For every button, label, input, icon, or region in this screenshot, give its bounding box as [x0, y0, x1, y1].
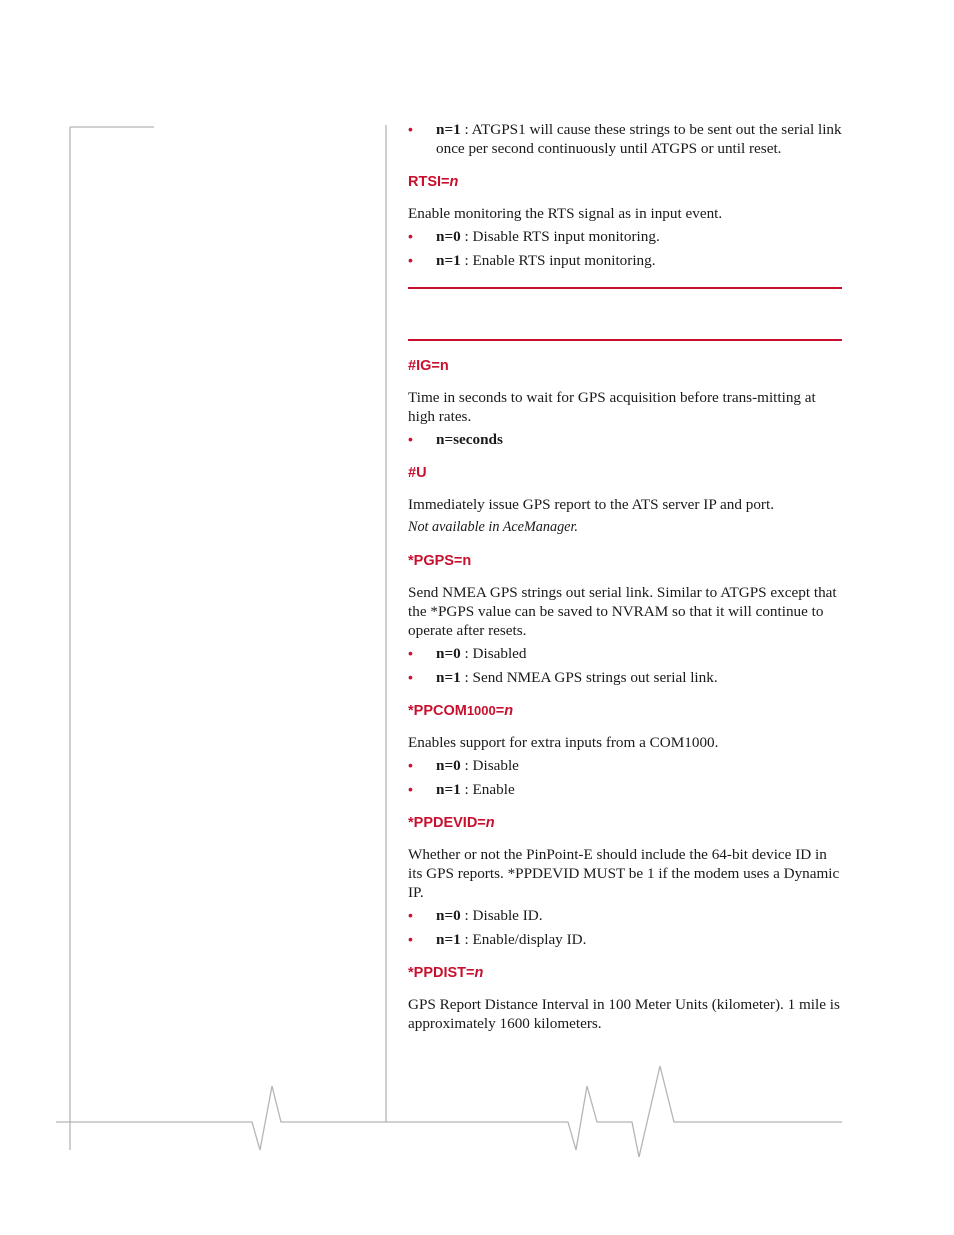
list-item: [408, 930, 842, 949]
bullet-key: n=1: [436, 252, 461, 269]
bullet-text: : Enable: [460, 781, 515, 798]
list-item: [408, 251, 842, 270]
list-item: [408, 120, 842, 158]
bullet-icon: •: [408, 669, 413, 685]
bullet-key: n=1: [436, 931, 461, 948]
command-heading: [408, 814, 842, 832]
list-item: [408, 430, 842, 449]
heading-suffix: n: [485, 815, 495, 831]
heading-prefix: RTSI=: [408, 174, 450, 190]
list-item: [408, 756, 842, 775]
list-item: [408, 780, 842, 799]
heading-suffix: n: [474, 965, 484, 981]
command-heading: [408, 552, 842, 570]
sections-after-rule: [408, 357, 842, 1033]
description-text: Send NMEA GPS strings out serial link. Similar to ATGPS except that the *PGPS value can be saved to NVRAM so that it will continue to operate after resets.: [408, 584, 837, 639]
sections-before-rule: [408, 173, 842, 270]
bullet-icon: •: [408, 781, 413, 797]
bullet-text: : Enable/display ID.: [460, 931, 587, 948]
command-heading: [408, 464, 842, 482]
heading-prefix: *PPDEVID=: [408, 815, 486, 831]
description-text: Time in seconds to wait for GPS acquisition before trans-mitting at high rates.: [408, 389, 816, 425]
heading-small: 1000: [466, 703, 496, 718]
divider-bottom-rule: [408, 339, 842, 341]
footer-wave-line: [56, 1066, 842, 1157]
description-text: Enable monitoring the RTS signal as in input event.: [408, 205, 723, 222]
bullet-icon: •: [408, 228, 413, 244]
divider-top-rule: [408, 287, 842, 289]
heading-suffix: n: [504, 703, 514, 719]
bullet-icon: •: [408, 121, 413, 137]
heading-prefix: *PPCOM: [408, 703, 467, 719]
heading-mid: =: [495, 703, 505, 719]
bullet-icon: •: [408, 931, 413, 947]
note-text: Not available in AceManager.: [408, 519, 578, 535]
list-item: [408, 906, 842, 925]
heading-prefix: *PGPS=n: [408, 553, 472, 569]
list-item: [408, 227, 842, 246]
section-divider: [408, 287, 842, 341]
command-heading: [408, 702, 842, 720]
bullet-text: : Send NMEA GPS strings out serial link.: [460, 669, 718, 686]
bullet-text: : Disabled: [460, 645, 527, 662]
description-text: Immediately issue GPS report to the ATS server IP and port.: [408, 496, 774, 513]
bullet-key: n=0: [436, 645, 461, 662]
bullet-text: : Disable ID.: [460, 907, 543, 924]
description-text: Enables support for extra inputs from a COM1000.: [408, 734, 719, 751]
bullet-icon: •: [408, 645, 413, 661]
bullet-key: n=1: [436, 669, 461, 686]
bullet-key: n=seconds: [436, 431, 503, 448]
bullet-text: : Disable RTS input monitoring.: [460, 228, 660, 245]
bullet-key: n=0: [436, 907, 461, 924]
list-item: [408, 668, 842, 687]
command-heading: [408, 173, 842, 191]
heading-prefix: #U: [408, 465, 427, 481]
bullet-icon: •: [408, 907, 413, 923]
bullet-text: : ATGPS1 will cause these strings to be sent out the serial link once per second continuously until ATGPS or until reset.: [436, 121, 842, 157]
heading-suffix: n: [449, 174, 459, 190]
list-item: [408, 644, 842, 663]
bullet-key: n=1: [436, 781, 461, 798]
page-content: [408, 120, 842, 1037]
description-text: GPS Report Distance Interval in 100 Meter Units (kilometer). 1 mile is approximately 1600 kilometers.: [408, 996, 840, 1032]
bullet-key: n=0: [436, 757, 461, 774]
command-heading: [408, 964, 842, 982]
heading-prefix: #IG=n: [408, 358, 449, 374]
bullet-text: : Enable RTS input monitoring.: [460, 252, 656, 269]
bullet-icon: •: [408, 431, 413, 447]
command-heading: [408, 357, 842, 375]
bullet-text: : Disable: [460, 757, 519, 774]
bullet-icon: •: [408, 757, 413, 773]
heading-prefix: *PPDIST=: [408, 965, 475, 981]
description-text: Whether or not the PinPoint-E should include the 64-bit device ID in its GPS reports. *PPDEVID MUST be 1 if the modem uses a Dynamic IP.: [408, 846, 840, 901]
bullet-icon: •: [408, 252, 413, 268]
bullet-key: n=1: [436, 121, 461, 138]
bullet-key: n=0: [436, 228, 461, 245]
